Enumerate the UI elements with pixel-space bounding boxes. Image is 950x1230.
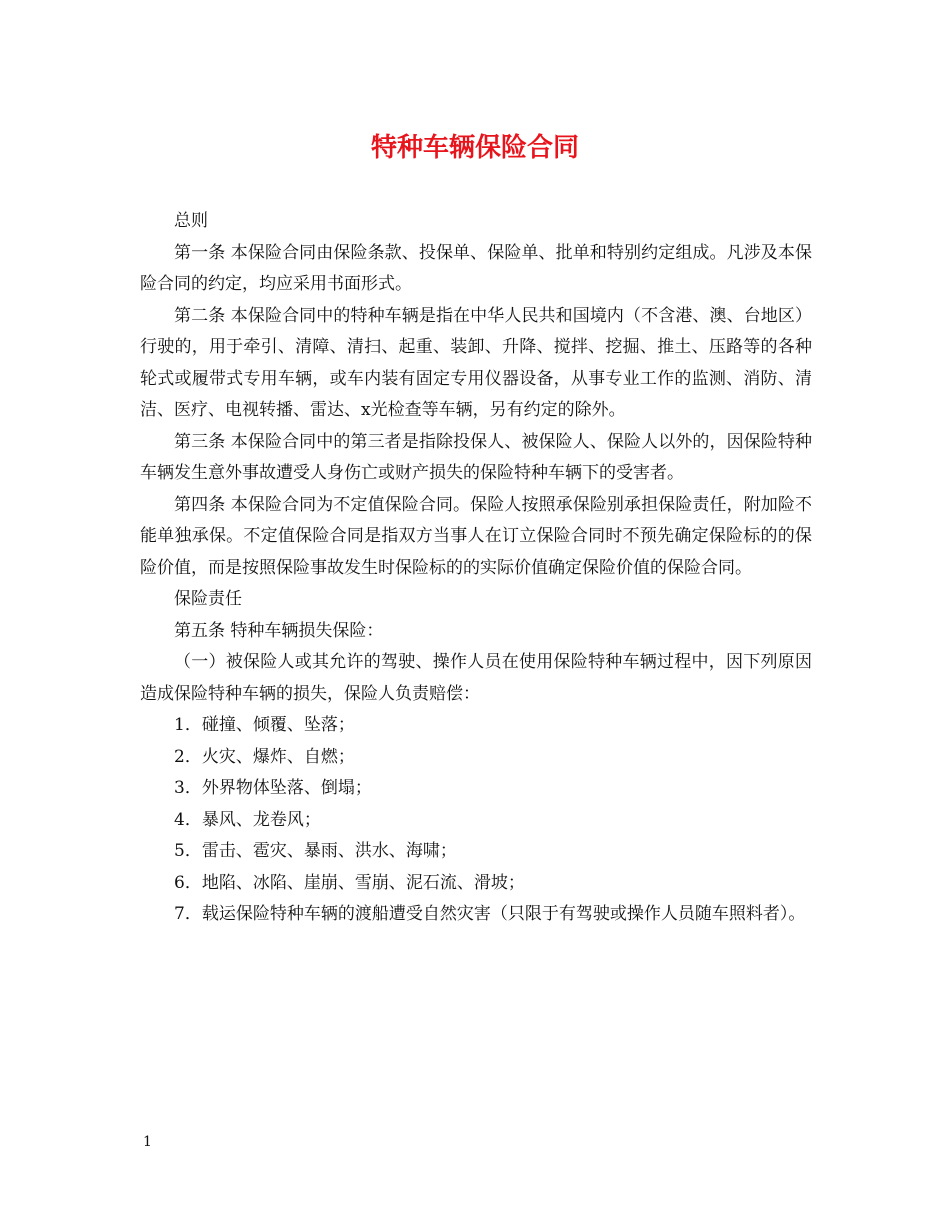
document-title: 特种车辆保险合同: [370, 133, 579, 163]
list-item: 3．外界物体坠落、倒塌；: [174, 778, 372, 798]
article-5: 第五条 特种车辆损失保险：: [174, 620, 384, 641]
article-1: 第一条 本保险合同由保险条款、投保单、保险单、批单和特别约定组成。凡涉及本保险合同的约定，均应采用书面形式。: [140, 242, 812, 294]
clause-5-1: （一）被保险人或其允许的驾驶、操作人员在使用保险特种车辆过程中，因下列原因造成保险特种车辆的损失，保险人负责赔偿：: [140, 652, 812, 704]
list-item: 2．火灾、爆炸、自燃；: [174, 746, 355, 767]
page-number: 1: [143, 1134, 152, 1150]
section-heading-general: 总则: [174, 211, 208, 231]
list-item: 7．载运保险特种车辆的渡船遭受自然灾害（只限于有驾驶或操作人员随车照料者）。: [174, 904, 806, 924]
article-4: 第四条 本保险合同为不定值保险合同。保险人按照承保险别承担保险责任，附加险不能单独承保。不定值保险合同是指双方当事人在订立保险合同时不预先确定保险标的的保险价值，而是按照保险事故发生时保险标的的实际价值确定保险价值的保险合同。: [140, 494, 812, 578]
list-item: 4．暴风、龙卷风；: [174, 809, 321, 830]
list-item: 6．地陷、冰陷、崖崩、雪崩、泥石流、滑坡；: [174, 872, 525, 893]
list-item: 5．雷击、雹灾、暴雨、洪水、海啸；: [174, 841, 457, 861]
article-2: 第二条 本保险合同中的特种车辆是指在中华人民共和国境内（不含港、澳、台地区）行驶的，用于牵引、清障、清扫、起重、装卸、升降、搅拌、挖掘、推土、压路等的各种轮式或履带式专用车辆，或车内装有固定专用仪器设备，从事专业工作的监测、消防、清洁、医疗、电视转播、雷达、x光检查等车辆，另有约定的除外。: [140, 305, 812, 420]
list-item: 1．碰撞、倾覆、坠落；: [174, 715, 355, 735]
document-body: [140, 206, 812, 931]
section-heading-liability: 保险责任: [174, 589, 242, 609]
article-3: 第三条 本保险合同中的第三者是指除投保人、被保险人、保险人以外的，因保险特种车辆发生意外事故遭受人身伤亡或财产损失的保险特种车辆下的受害者。: [140, 431, 812, 483]
